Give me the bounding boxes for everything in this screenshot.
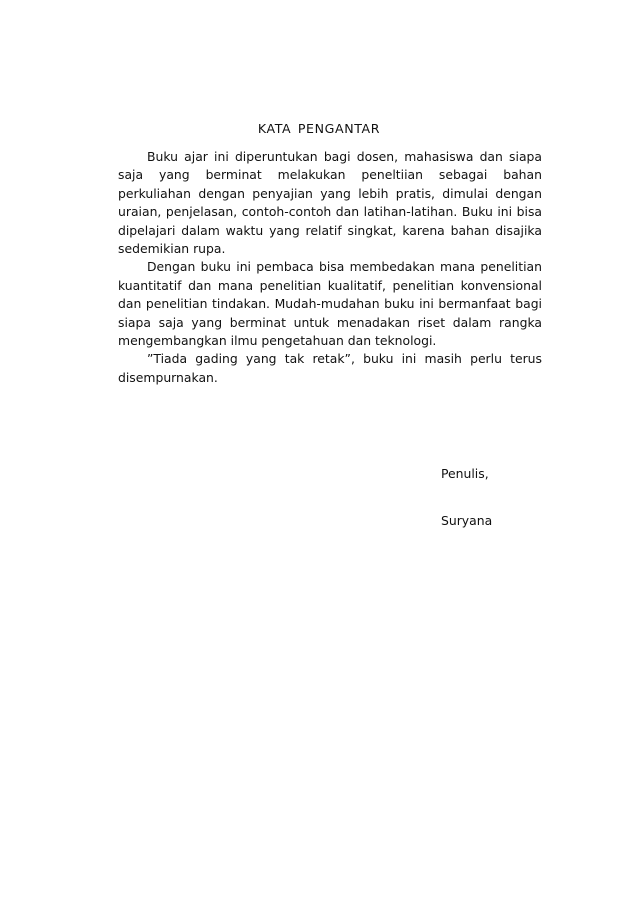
signature-name: Suryana <box>441 513 493 528</box>
paragraph-2: Dengan buku ini pembaca bisa membedakan mana penelitian kuantitatif dan mana penelitian kualitatif, penelitian konvensional dan penelitian tindakan. Mudah-mudahan buku ini bermanfaat bagi siapa saja yang berminat untuk menadakan riset dalam rangka mengembangkan ilmu pengetahuan dan teknologi. <box>118 259 542 349</box>
paragraph-3: ”Tiada gading yang tak retak”, buku ini masih perlu terus disempurnakan. <box>118 351 542 385</box>
signature-role: Penulis, <box>441 466 489 481</box>
paragraph-1: Buku ajar ini diperuntukan bagi dosen, mahasiswa dan siapa saja yang berminat melakukan peneltiian sebagai bahan perkuliahan dengan penyajian yang lebih pratis, dimulai dengan uraian, penjelasan, contoh-contoh dan latihan-latihan. Buku ini bisa dipelajari dalam waktu yang relatif singkat, karena bahan disajika sedemikian rupa. <box>118 149 542 257</box>
preface-body <box>118 148 542 387</box>
page-title: KATA PENGANTAR <box>257 121 381 136</box>
